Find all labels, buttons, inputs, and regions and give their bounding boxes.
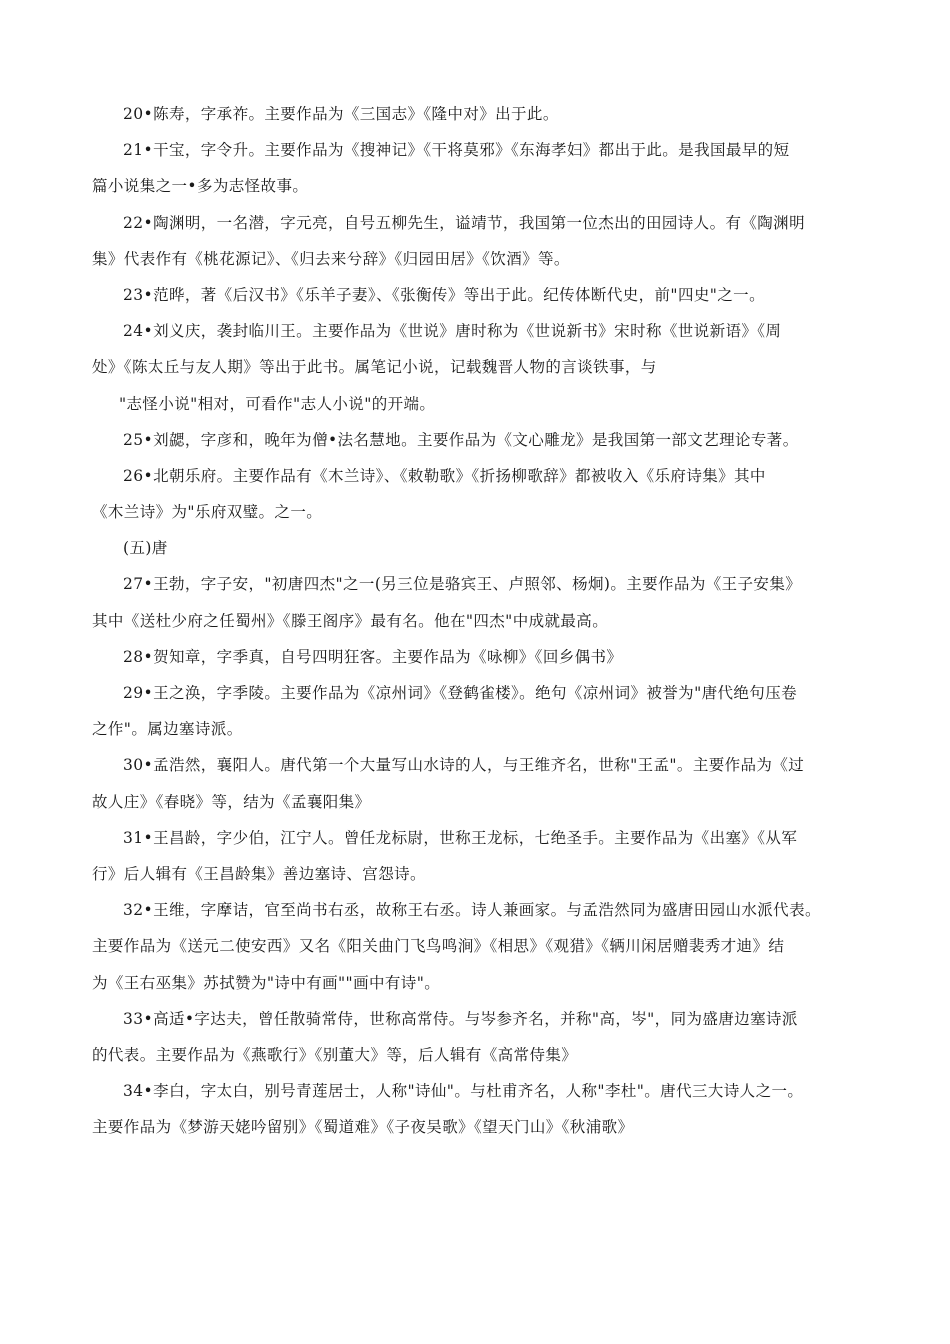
document-body xyxy=(92,96,852,1145)
document-line: 30•孟浩然，襄阳人。唐代第一个大量写山水诗的人，与王维齐名，世称"王孟"。主要作品为《过 xyxy=(123,756,805,775)
document-line: 故人庄》《春晓》等，结为《孟襄阳集》 xyxy=(92,792,371,811)
document-line: 25•刘勰，字彦和，晚年为僧•法名慧地。主要作品为《文心雕龙》是我国第一部文艺理论专著。 xyxy=(123,430,799,449)
document-line: 之作"。属边塞诗派。 xyxy=(92,720,243,739)
document-line: 34•李白，字太白，别号青莲居士，人称"诗仙"。与杜甫齐名，人称"李杜"。唐代三大诗人之一。 xyxy=(123,1082,804,1101)
document-line: 处》《陈太丘与友人期》等出于此书。属笔记小说，记载魏晋人物的言谈铁事，与 xyxy=(92,358,657,377)
document-line: 21•干宝，字令升。主要作品为《搜神记》《干将莫邪》《东海孝妇》都出于此。是我国最早的短 xyxy=(123,141,790,160)
document-line: 《木兰诗》为"乐府双璧。之一。 xyxy=(92,503,323,522)
document-line: 22•陶渊明，一名潜，字元亮，自号五柳先生，谥靖节，我国第一位杰出的田园诗人。有《陶渊明 xyxy=(123,213,805,232)
document-line: 其中《送杜少府之任蜀州》《滕王阁序》最有名。他在"四杰"中成就最高。 xyxy=(92,611,609,630)
document-line: 32•王维，字摩诘，官至尚书右丞，故称王右丞。诗人兼画家。与孟浩然同为盛唐田园山水派代表。 xyxy=(123,901,821,920)
document-line: 主要作品为《送元二使安西》又名《阳关曲门飞鸟鸣涧》《相思》《观猎》《辆川闲居赠裴秀才迪》结 xyxy=(92,937,785,956)
document-line: 26•北朝乐府。主要作品有《木兰诗》、《敕勒歌》《折扬柳歌辞》都被收入《乐府诗集》其中 xyxy=(123,466,766,485)
document-line: (五)唐 xyxy=(123,539,168,558)
document-line: 主要作品为《梦游天姥吟留别》《蜀道难》《子夜吴歌》《望天门山》《秋浦歌》 xyxy=(92,1118,634,1137)
document-line: 28•贺知章，字季真，自号四明狂客。主要作品为《咏柳》《回乡偶书》 xyxy=(123,647,623,666)
document-line: 33•高适•字达夫，曾任散骑常侍，世称高常侍。与岑参齐名，并称"高，岑"，同为盛唐边塞诗派 xyxy=(123,1009,798,1028)
document-line: 篇小说集之一•多为志怪故事。 xyxy=(92,177,309,196)
document-line: 的代表。主要作品为《燕歌行》《别董大》等，后人辑有《高常侍集》 xyxy=(92,1045,578,1064)
document-line: 31•王昌龄，字少伯，江宁人。曾任龙标尉，世称王龙标，七绝圣手。主要作品为《出塞》《从军 xyxy=(123,828,798,847)
document-line: 集》代表作有《桃花源记》、《归去来兮辞》《归园田居》《饮酒》等。 xyxy=(92,249,570,268)
document-line: 29•王之涣，字季陵。主要作品为《凉州词》《登鹤雀楼》。绝句《凉州词》被誉为"唐代绝句压卷 xyxy=(123,684,797,702)
document-line: 23•范晔，著《后汉书》《乐羊子妻》、《张衡传》等出于此。纪传体断代史，前"四史"之一。 xyxy=(123,285,765,304)
document-line: "志怪小说"相对，可看作"志人小说"的开端。 xyxy=(119,394,436,413)
document-line: 27•王勃，字子安，"初唐四杰"之一(另三位是骆宾王、卢照邻、杨炯)。主要作品为《王子安集》 xyxy=(123,575,802,594)
document-line: 24•刘义庆，袭封临川王。主要作品为《世说》唐时称为《世说新书》宋时称《世说新语》《周 xyxy=(123,322,782,341)
document-line: 行》后人辑有《王昌龄集》善边塞诗、宫怨诗。 xyxy=(92,864,426,883)
document-line: 为《王右巫集》苏拭赞为"诗中有画""画中有诗"。 xyxy=(92,973,441,992)
document-line: 20•陈寿，字承祚。主要作品为《三国志》《隆中对》出于此。 xyxy=(123,105,559,123)
